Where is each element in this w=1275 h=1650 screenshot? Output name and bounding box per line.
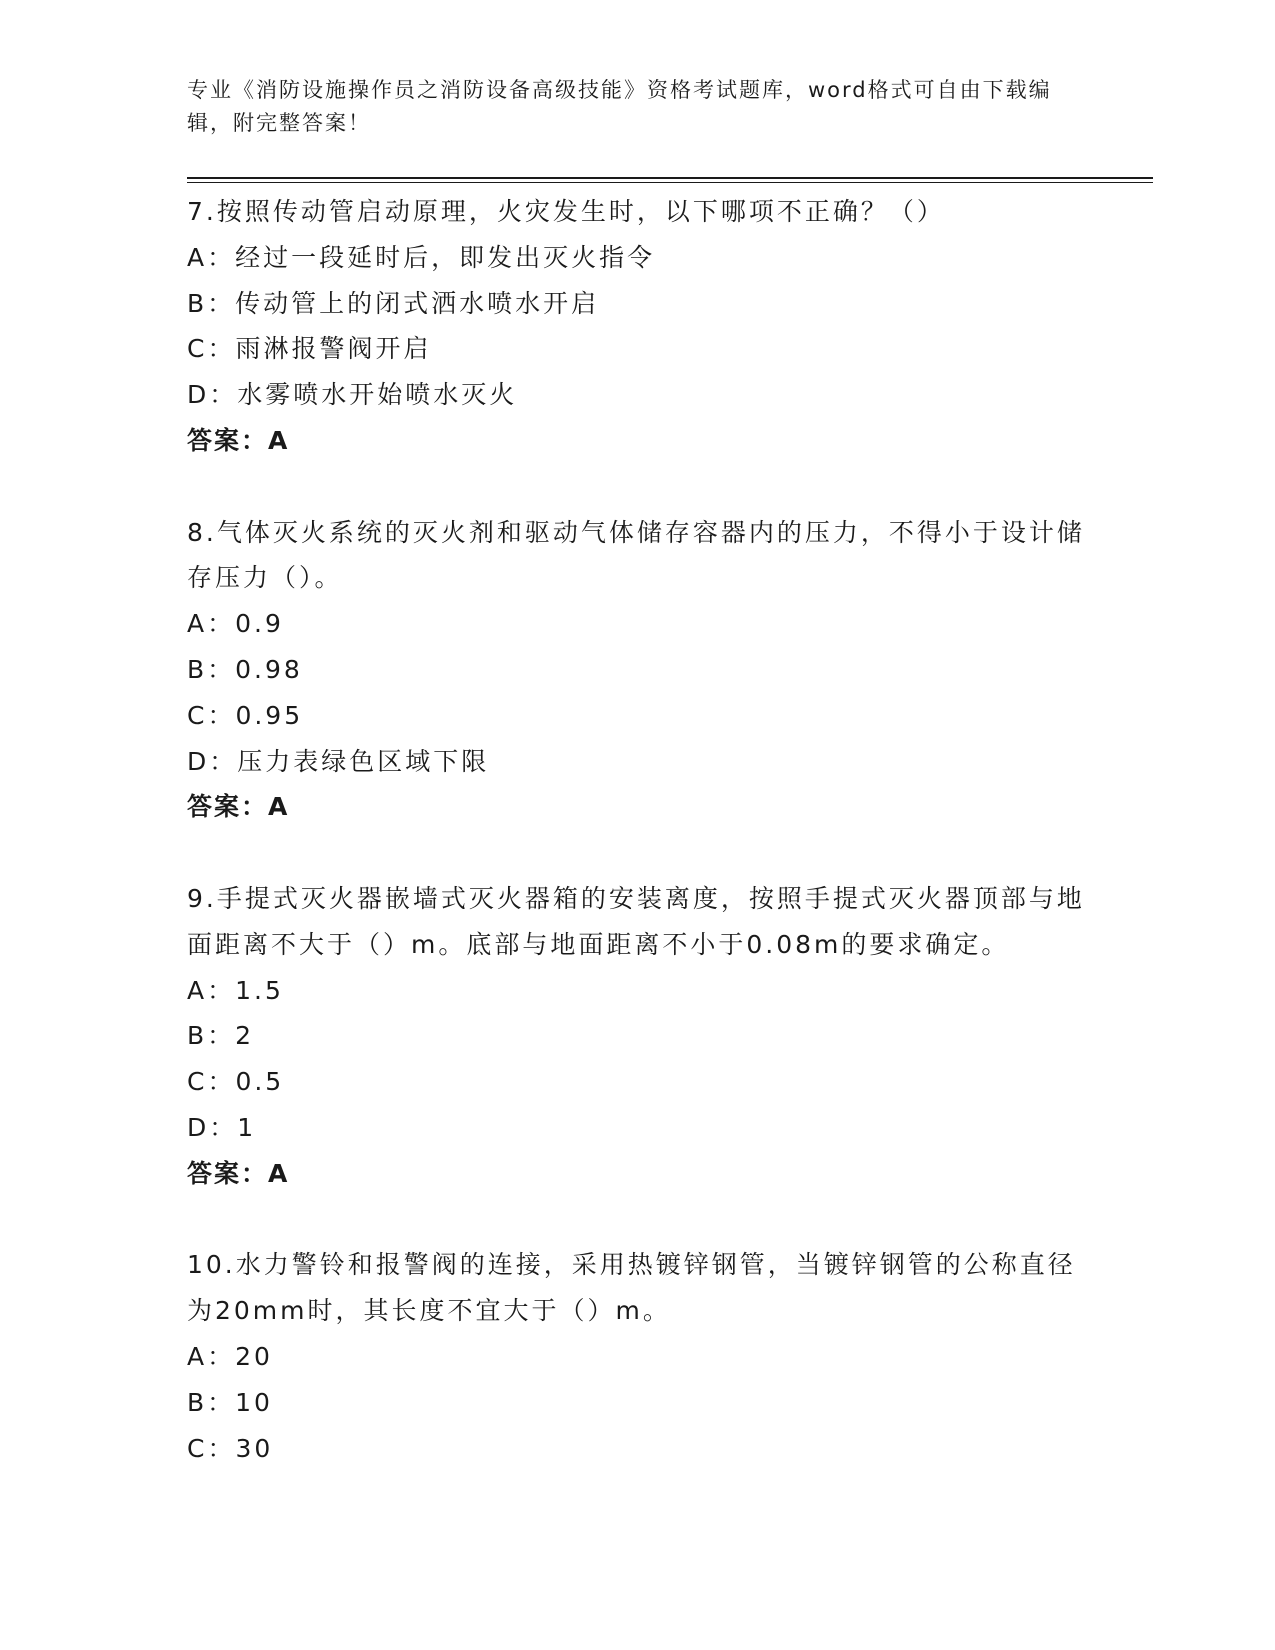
question-8	[187, 510, 1087, 831]
option-a: A：0.9	[187, 609, 284, 639]
header-divider-thin	[187, 182, 1153, 183]
option-a: A：20	[187, 1341, 273, 1371]
question-stem: 9.手提式灭火器嵌墙式灭火器箱的安装离度，按照手提式灭火器顶部与地面距离不大于（）m。底部与地面距离不小于0.08m的要求确定。	[187, 883, 1085, 959]
option-a: A：1.5	[187, 975, 284, 1005]
option-d: D：水雾喷水开始喷水灭火	[187, 380, 518, 410]
option-b: B：0.98	[187, 654, 303, 684]
option-b: B：2	[187, 1021, 255, 1051]
answer-line: 答案：A	[187, 792, 290, 822]
option-c: C：30	[187, 1433, 274, 1463]
option-b: B：10	[187, 1387, 273, 1417]
option-b: B：传动管上的闭式洒水喷水开启	[187, 288, 600, 318]
option-d: D：1	[187, 1112, 257, 1142]
option-d: D：压力表绿色区域下限	[187, 746, 490, 776]
header-divider-thick	[187, 177, 1153, 179]
question-stem: 10.水力警铃和报警阀的连接，采用热镀锌钢管，当镀锌钢管的公称直径为20mm时，其长度不宜大于（）m。	[187, 1250, 1076, 1326]
question-list	[187, 189, 1087, 1517]
question-stem: 7.按照传动管启动原理，火灾发生时，以下哪项不正确？（）	[187, 197, 945, 226]
answer-line: 答案：A	[187, 1158, 290, 1188]
option-c: C：0.95	[187, 700, 304, 730]
answer-line: 答案：A	[187, 425, 290, 455]
option-c: C：雨淋报警阀开启	[187, 334, 432, 364]
option-a: A：经过一段延时后，即发出灭火指令	[187, 242, 656, 272]
option-c: C：0.5	[187, 1067, 285, 1097]
question-9	[187, 876, 1087, 1197]
document-header: 专业《消防设施操作员之消防设备高级技能》资格考试题库，word格式可自由下载编辑，附完整答案！	[187, 78, 1052, 135]
question-7	[187, 189, 1087, 464]
question-stem: 8.气体灭火系统的灭火剂和驱动气体储存容器内的压力，不得小于设计储存压力（）。	[187, 517, 1085, 593]
question-10	[187, 1242, 1087, 1471]
